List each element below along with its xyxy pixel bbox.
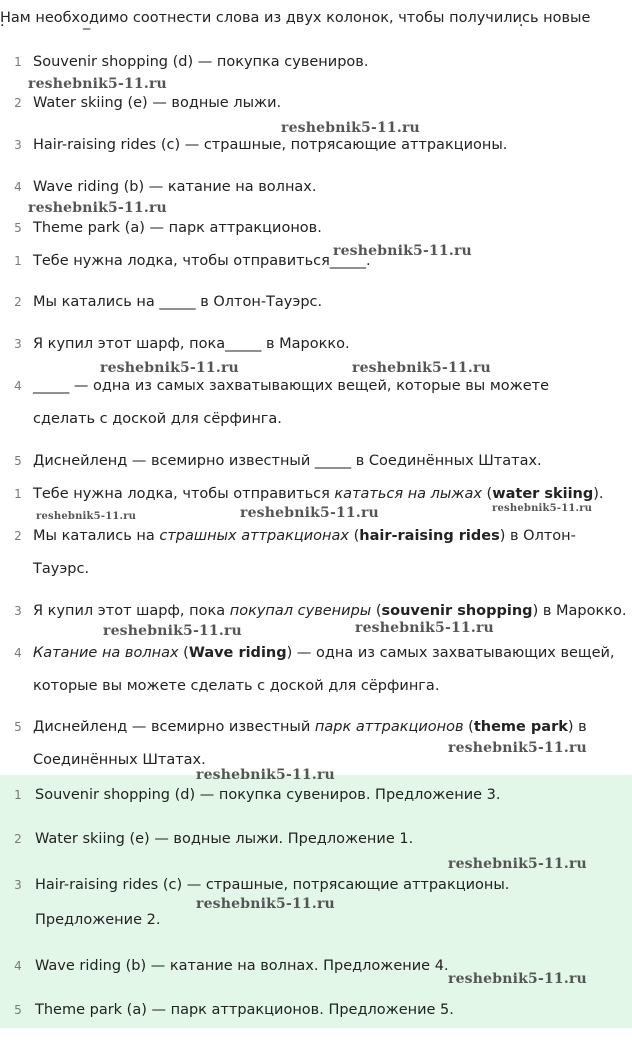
bold-phrase: theme park (473, 719, 568, 735)
item-text: Water skiing (e) — водные лыжи. (33, 95, 282, 111)
item-number: 1 (14, 55, 22, 69)
item-text: Water skiing (e) — водные лыжи. Предложение 1. (35, 831, 414, 847)
item-text: сделать с доской для сёрфинга. (33, 411, 282, 427)
item-number: 1 (14, 487, 22, 501)
item-text: Wave riding (b) — катание на волнах. Предложение 4. (35, 958, 449, 974)
watermark: reshebnik5-11.ru (28, 200, 167, 216)
watermark: reshebnik5-11.ru (28, 76, 167, 92)
item-text: Я купил этот шарф, пока_____ в Марокко. (33, 336, 350, 352)
item-text: Мы катались на _____ в Олтон-Тауэрс. (33, 294, 323, 310)
watermark: reshebnik5-11.ru (36, 511, 137, 522)
watermark: reshebnik5-11.ru (448, 971, 587, 987)
bold-phrase: water skiing (492, 486, 594, 502)
watermark: reshebnik5-11.ru (492, 503, 593, 514)
watermark: reshebnik5-11.ru (281, 120, 420, 136)
watermark: reshebnik5-11.ru (240, 505, 379, 521)
item-number: 2 (14, 96, 22, 110)
watermark: reshebnik5-11.ru (196, 767, 335, 783)
item-text: Hair-raising rides (c) — страшные, потрясающие аттракционы. (33, 137, 508, 153)
item-number: 3 (14, 878, 22, 892)
item-number: 2 (14, 832, 22, 846)
item-number: 2 (14, 295, 22, 309)
bold-phrase: souvenir shopping (381, 603, 533, 619)
item-text: Предложение 2. (35, 912, 161, 928)
item-text: Souvenir shopping (d) — покупка сувениров. (33, 54, 369, 70)
item-number: 5 (14, 454, 22, 468)
item-text: Я купил этот шарф, пока покупал сувениры (souvenir shopping) в Марокко. (33, 603, 627, 619)
item-text: Souvenir shopping (d) — покупка сувениров. Предложение 3. (35, 787, 501, 803)
bold-phrase: Wave riding (188, 645, 287, 661)
item-text: Мы катались на страшных аттракционах (hair-raising rides) в Олтон- (33, 528, 576, 544)
italic-answer: кататься на лыжах (334, 486, 482, 502)
watermark: reshebnik5-11.ru (103, 623, 242, 639)
watermark: reshebnik5-11.ru (333, 243, 472, 259)
watermark: reshebnik5-11.ru (355, 620, 494, 636)
item-text: Theme park (a) — парк аттракционов. (33, 220, 322, 236)
watermark: reshebnik5-11.ru (448, 856, 587, 872)
item-number: 2 (14, 529, 22, 543)
item-text: Тебе нужна лодка, чтобы отправиться кататься на лыжах (water skiing). (33, 486, 604, 502)
task-intro: Нам необходимо соотнести слова из двух колонок, чтобы получились новые (0, 10, 591, 26)
watermark: reshebnik5-11.ru (352, 360, 491, 376)
item-text: Hair-raising rides (c) — страшные, потрясающие аттракционы. (35, 877, 510, 893)
item-number: 5 (14, 720, 22, 734)
item-number: 3 (14, 337, 22, 351)
item-number: 5 (14, 1003, 22, 1017)
watermark: reshebnik5-11.ru (196, 896, 335, 912)
watermark: reshebnik5-11.ru (100, 360, 239, 376)
item-text: Катание на волнах (Wave riding) — одна из самых захватывающих вещей, (33, 645, 615, 661)
italic-answer: Катание на волнах (33, 645, 179, 661)
item-text: Диснейленд — всемирно известный парк аттракционов (theme park) в (33, 719, 587, 735)
item-text: Theme park (a) — парк аттракционов. Предложение 5. (35, 1002, 454, 1018)
item-number: 1 (14, 254, 22, 268)
item-text: Соединённых Штатах. (33, 752, 206, 768)
watermark: reshebnik5-11.ru (448, 740, 587, 756)
item-number: 4 (14, 379, 22, 393)
item-number: 3 (14, 138, 22, 152)
item-number: 4 (14, 180, 22, 194)
item-text: Тебе нужна лодка, чтобы отправиться_____. (33, 253, 371, 269)
item-number: 4 (14, 959, 22, 973)
item-number: 1 (14, 788, 22, 802)
bold-phrase: hair-raising rides (359, 528, 500, 544)
italic-answer: страшных аттракционах (159, 528, 349, 544)
item-text: _____ — одна из самых захватывающих вещей, которые вы можете (33, 378, 550, 394)
item-text: которые вы можете сделать с доской для сёрфинга. (33, 678, 440, 694)
italic-answer: парк аттракционов (314, 719, 464, 735)
item-text: Wave riding (b) — катание на волнах. (33, 179, 317, 195)
task-intro-cut-line (0, 24, 632, 34)
italic-answer: покупал сувениры (229, 603, 372, 619)
item-number: 3 (14, 604, 22, 618)
item-number: 5 (14, 221, 22, 235)
item-text: Тауэрс. (33, 561, 90, 577)
item-number: 4 (14, 646, 22, 660)
item-text: Диснейленд — всемирно известный _____ в Соединённых Штатах. (33, 453, 542, 469)
